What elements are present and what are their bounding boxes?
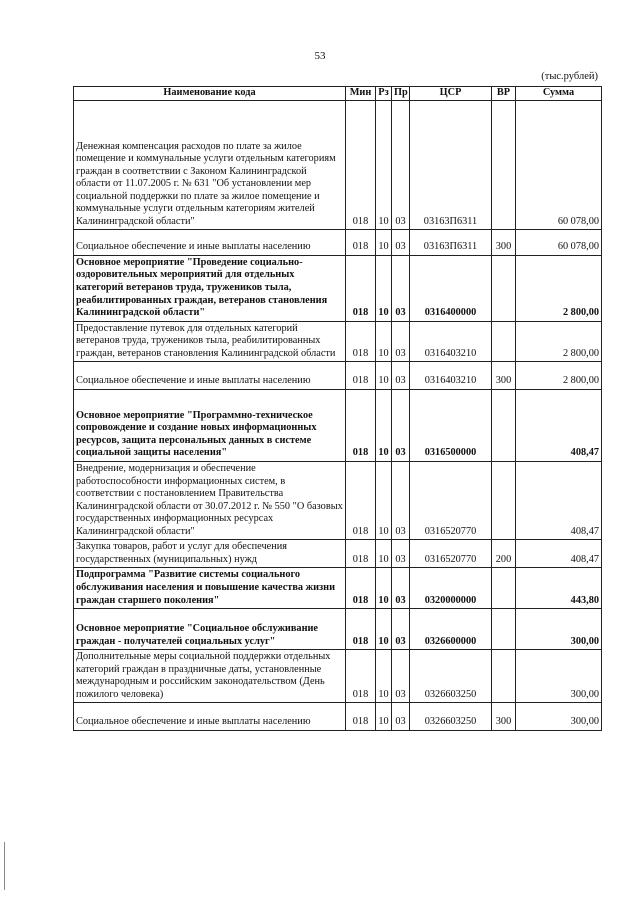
cell-pr: 03 [392, 540, 410, 568]
cell-csr: 0326603250 [410, 650, 492, 703]
cell-rz: 10 [376, 650, 392, 703]
cell-name: Основное мероприятие "Проведение социально-оздоровительных мероприятий для отдельных категорий ветеранов труда, тружеников тыла, реабилитированных граждан, ветеранов становления Калининградской области" [74, 255, 346, 321]
cell-min: 018 [346, 389, 376, 461]
cell-rz: 10 [376, 362, 392, 390]
table-row [74, 321, 602, 362]
cell-rz: 10 [376, 609, 392, 650]
table-body [74, 100, 602, 730]
cell-name: Социальное обеспечение и иные выплаты населению [74, 230, 346, 256]
cell-name: Социальное обеспечение и иные выплаты населению [74, 362, 346, 390]
table-row [74, 362, 602, 390]
cell-pr: 03 [392, 362, 410, 390]
cell-sum: 2 800,00 [516, 321, 602, 362]
cell-name: Социальное обеспечение и иные выплаты населению [74, 703, 346, 731]
cell-rz: 10 [376, 389, 392, 461]
cell-min: 018 [346, 362, 376, 390]
table-row [74, 389, 602, 461]
cell-csr: 0316500000 [410, 389, 492, 461]
scan-edge-mark [4, 842, 5, 890]
cell-csr: 0316403210 [410, 321, 492, 362]
table-row [74, 650, 602, 703]
header-min: Мин [346, 87, 376, 101]
cell-min: 018 [346, 650, 376, 703]
cell-vr [492, 100, 516, 230]
table-header-row [74, 87, 602, 101]
cell-vr: 300 [492, 230, 516, 256]
cell-rz: 10 [376, 703, 392, 731]
cell-vr [492, 321, 516, 362]
cell-name: Подпрограмма "Развитие системы социального обслуживания населения и повышение качества жизни граждан старшего поколения" [74, 568, 346, 609]
cell-csr: 0316520770 [410, 540, 492, 568]
cell-name: Внедрение, модернизация и обеспечение работоспособности информационных систем, в соответствии с постановлением Правительства Калининградской области от 30.07.2012 г. № 550 "О базовых государственных информационных ресурсах Калининградской области" [74, 462, 346, 540]
cell-rz: 10 [376, 100, 392, 230]
cell-vr [492, 255, 516, 321]
cell-csr: 0316400000 [410, 255, 492, 321]
cell-vr: 300 [492, 703, 516, 731]
table-row [74, 540, 602, 568]
cell-vr [492, 462, 516, 540]
cell-vr [492, 650, 516, 703]
cell-csr: 0316403210 [410, 362, 492, 390]
cell-min: 018 [346, 703, 376, 731]
table-row [74, 100, 602, 230]
header-csr: ЦСР [410, 87, 492, 101]
cell-min: 018 [346, 230, 376, 256]
cell-rz: 10 [376, 462, 392, 540]
cell-min: 018 [346, 100, 376, 230]
cell-sum: 408,47 [516, 462, 602, 540]
cell-csr: 0326603250 [410, 703, 492, 731]
cell-min: 018 [346, 540, 376, 568]
cell-vr: 200 [492, 540, 516, 568]
cell-pr: 03 [392, 703, 410, 731]
cell-csr: 0320000000 [410, 568, 492, 609]
header-name: Наименование кода [74, 87, 346, 101]
cell-pr: 03 [392, 389, 410, 461]
cell-name: Закупка товаров, работ и услуг для обеспечения государственных (муниципальных) нужд [74, 540, 346, 568]
cell-pr: 03 [392, 609, 410, 650]
cell-min: 018 [346, 321, 376, 362]
header-pr: Пр [392, 87, 410, 101]
cell-pr: 03 [392, 650, 410, 703]
cell-vr [492, 568, 516, 609]
cell-sum: 300,00 [516, 650, 602, 703]
cell-sum: 60 078,00 [516, 230, 602, 256]
budget-table [73, 86, 602, 731]
cell-sum: 2 800,00 [516, 362, 602, 390]
cell-rz: 10 [376, 230, 392, 256]
cell-rz: 10 [376, 568, 392, 609]
cell-csr: 03163П6311 [410, 100, 492, 230]
cell-sum: 2 800,00 [516, 255, 602, 321]
header-vr: ВР [492, 87, 516, 101]
cell-pr: 03 [392, 255, 410, 321]
cell-min: 018 [346, 255, 376, 321]
cell-sum: 300,00 [516, 703, 602, 731]
cell-vr [492, 389, 516, 461]
cell-rz: 10 [376, 540, 392, 568]
cell-sum: 408,47 [516, 389, 602, 461]
table-row [74, 568, 602, 609]
cell-pr: 03 [392, 568, 410, 609]
cell-csr: 0316520770 [410, 462, 492, 540]
table-row [74, 462, 602, 540]
cell-pr: 03 [392, 100, 410, 230]
cell-name: Основное мероприятие "Программно-техническое сопровождение и создание новых информационных ресурсов, защита персональных данных в системе социальной защиты населения" [74, 389, 346, 461]
cell-min: 018 [346, 568, 376, 609]
cell-pr: 03 [392, 321, 410, 362]
units-label: (тыс.рублей) [541, 71, 598, 82]
header-rz: Рз [376, 87, 392, 101]
cell-pr: 03 [392, 230, 410, 256]
cell-min: 018 [346, 462, 376, 540]
cell-name: Предоставление путевок для отдельных категорий ветеранов труда, тружеников тыла, реабилитированных граждан, ветеранов становления Калининградской области [74, 321, 346, 362]
cell-csr: 0326600000 [410, 609, 492, 650]
table-row [74, 230, 602, 256]
cell-vr [492, 609, 516, 650]
cell-name: Основное мероприятие "Социальное обслуживание граждан - получателей социальных услуг" [74, 609, 346, 650]
cell-name: Денежная компенсация расходов по плате за жилое помещение и коммунальные услуги отдельным категориям граждан в соответствии с Законом Калининградской области от 11.07.2005 г. № 631 "Об установлении мер социальной поддержки по плате за жилое помещение и коммунальные услуги отдельным категориям жителей Калининградской области" [74, 100, 346, 230]
cell-pr: 03 [392, 462, 410, 540]
cell-min: 018 [346, 609, 376, 650]
cell-csr: 03163П6311 [410, 230, 492, 256]
cell-sum: 408,47 [516, 540, 602, 568]
cell-rz: 10 [376, 321, 392, 362]
cell-rz: 10 [376, 255, 392, 321]
table-row [74, 703, 602, 731]
cell-sum: 60 078,00 [516, 100, 602, 230]
table-row [74, 255, 602, 321]
cell-sum: 443,80 [516, 568, 602, 609]
table-row [74, 609, 602, 650]
header-sum: Сумма [516, 87, 602, 101]
page-number: 53 [314, 50, 326, 62]
cell-sum: 300,00 [516, 609, 602, 650]
cell-vr: 300 [492, 362, 516, 390]
cell-name: Дополнительные меры социальной поддержки отдельных категорий граждан в праздничные даты, установленные международным и российским законодательством (День пожилого человека) [74, 650, 346, 703]
